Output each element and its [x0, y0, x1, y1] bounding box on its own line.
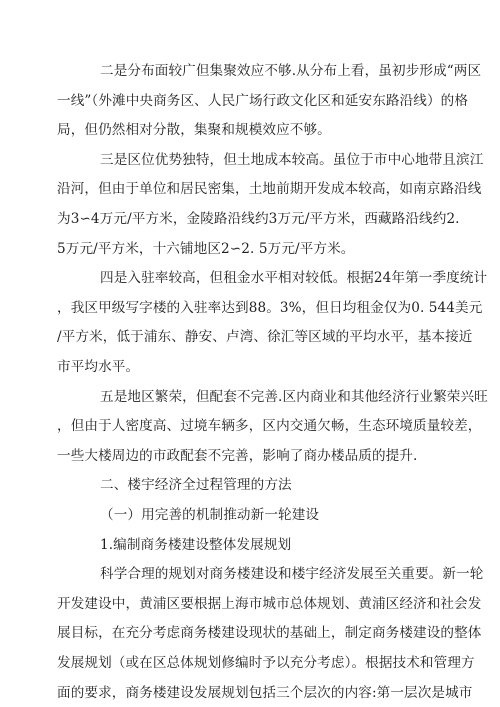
text-line: （一）用完善的机制推动新一轮建设 [100, 507, 320, 523]
text-line: 市平均水平。 [57, 359, 140, 375]
text-line: 1.编制商务楼建设整体发展规划 [100, 536, 292, 553]
text-line: 为3∽4万元/平方米，金陵路沿线约3万元/平方米，西藏路沿线约2. [57, 211, 460, 227]
text-line: 展目标，在充分考虑商务楼建设现状的基础上，制定商务楼建设的整体 [57, 625, 482, 642]
text-line: ，但由于人密度高、过境车辆多，区内交通欠畅，生态环境质量较差， [57, 418, 482, 435]
text-line: 开发建设中，黄浦区要根据上海市城市总体规划、黄浦区经济和社会发 [57, 595, 482, 612]
text-line: 面的要求，商务楼建设发展规划包括三个层次的内容:第一层次是城市 [57, 684, 473, 701]
text-line: 局，但仍然相对分散，集聚和规模效应不够。 [57, 122, 331, 139]
text-line: 科学合理的规划对商务楼建设和楼宇经济发展至关重要。新一轮 [100, 566, 484, 583]
text-line: 三是区位优势独特，但土地成本较高。虽位于市中心地带且滨江 [100, 151, 484, 168]
text-line: 沿河，但由于单位和居民密集，土地前期开发成本较高，如南京路沿线 [57, 181, 482, 198]
text-line: 一些大楼周边的市政配套不完善，影响了商办楼品质的提升. [57, 447, 418, 464]
text-line: 发展规划（或在区总体规划修编时予以充分考虑）。根据技术和管理方 [57, 655, 475, 671]
text-line: 二是分布面较广但集聚效应不够.从分布上看，虽初步形成“两区 [100, 63, 482, 79]
text-line: 五是地区繁荣，但配套不完善.区内商业和其他经济行业繁荣兴旺 [100, 388, 488, 405]
text-line: 四是入驻率较高，但租金水平相对较低。根据24年第一季度统计 [100, 270, 488, 287]
text-line: 5万元/平方米，十六铺地区2∽2. 5万元/平方米。 [57, 240, 355, 257]
text-line: 二、楼宇经济全过程管理的方法 [100, 477, 292, 494]
text-line: /平方米，低于浦东、静安、卢湾、徐汇等区域的平均水平，基本接近 [57, 329, 473, 346]
text-line: ，我区甲级写字楼的入驻率达到88。3%，但日均租金仅为0. 544美元 [57, 299, 483, 316]
text-line: 一线”（外滩中央商务区、人民广场行政文化区和延安东路沿线）的格 [57, 92, 469, 109]
